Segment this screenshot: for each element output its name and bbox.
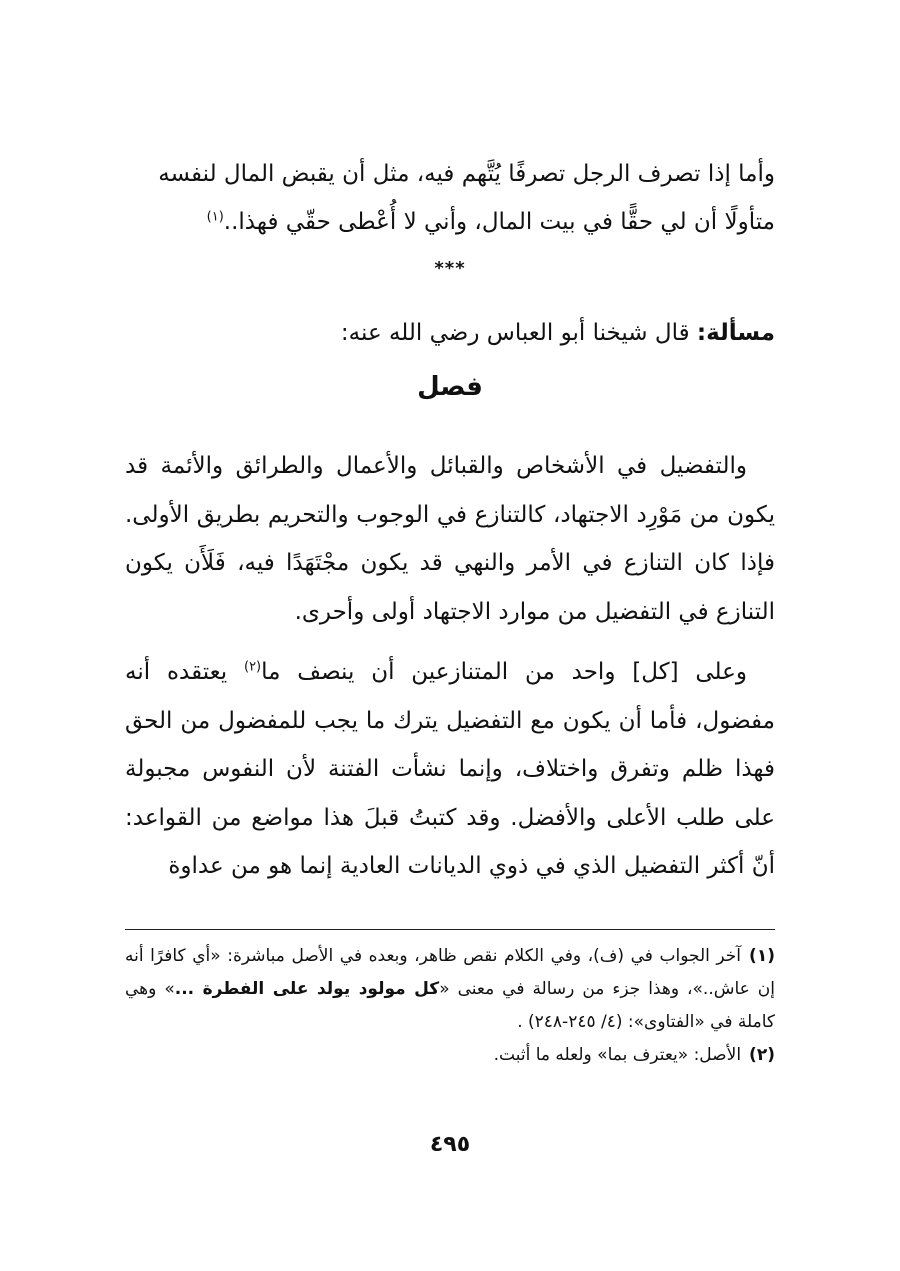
opening-line-1: وأما إذا تصرف الرجل تصرفًا يُتَّهم فيه، مثل أن يقبض المال لنفسه [158, 161, 775, 187]
footnote-2-text: الأصل: «يعترف بما» ولعله ما أثبت. [493, 1045, 742, 1065]
section-separator: *** [434, 258, 466, 279]
question-text: قال شيخنا أبو العباس رضي الله عنه: [340, 320, 690, 346]
footnote-divider [125, 929, 775, 930]
opening-line-2 [125, 198, 775, 246]
page-number: ٤٩٥ [429, 1132, 471, 1157]
paragraph-2 [125, 648, 775, 891]
footnote-1-text-b: » وهي كاملة في «الفتاوى»: (٤/ ٢٤٥-٢٤٨) . [125, 979, 775, 1032]
footnote-2 [125, 1039, 775, 1072]
footnote-1-number: (١) [749, 946, 775, 966]
footnote-2-number: (٢) [749, 1045, 775, 1065]
paragraph-2-part-2: يعتقده أنه مفضول، فأما أن يكون مع التفضيل يترك ما يجب للمفضول من الحق فهذا ظلم وتفرق واختلاف، وإنما نشأت الفتنة لأن النفوس مجبولة على طلب الأعلى والأفضل. وقد كتبتُ قبلَ هذا مواضع من القواعد: أنّ أكثر التفضيل الذي في ذوي الديانات العادية إنما هو من عداوة [125, 659, 775, 879]
paragraph-2-part-1: وعلى [كل] واحد من المتنازعين أن ينصف ما [261, 659, 747, 685]
body-text [125, 442, 775, 891]
footnote-1-text-a: آخر الجواب في (ف)، وفي الكلام نقص ظاهر، وبعده في الأصل مباشرة: «أي كافرًا أنه إن عاش..»، وهذا جزء من رسالة في معنى « [125, 946, 775, 999]
question-line [125, 313, 775, 353]
footnotes [125, 940, 775, 1072]
footnote-1 [125, 940, 775, 1039]
footnote-ref-2[interactable]: (٢) [243, 659, 262, 675]
section-heading: فصل [417, 372, 483, 402]
footnote-ref-1[interactable]: (١) [206, 209, 224, 225]
opening-paragraph [125, 150, 775, 246]
footnote-1-bold-phrase: كل مولود يولد على الفطرة ... [174, 979, 440, 999]
question-label: مسألة: [696, 320, 775, 346]
paragraph-1: والتفضيل في الأشخاص والقبائل والأعمال والطرائق والأئمة قد يكون من مَوْرِد الاجتهاد، كالتنازع في الوجوب والتحريم بطريق الأولى. فإذا كان التنازع في الأمر والنهي قد يكون مجْتَهَدًا فيه، فَلَأَن يكون التنازع في التفضيل من موارد الاجتهاد أولى وأحرى. [125, 453, 775, 625]
opening-line-2-text: متأولًا أن لي حقًّا في بيت المال، وأني لا أُعْطى حقّي فهذا.. [223, 209, 775, 235]
